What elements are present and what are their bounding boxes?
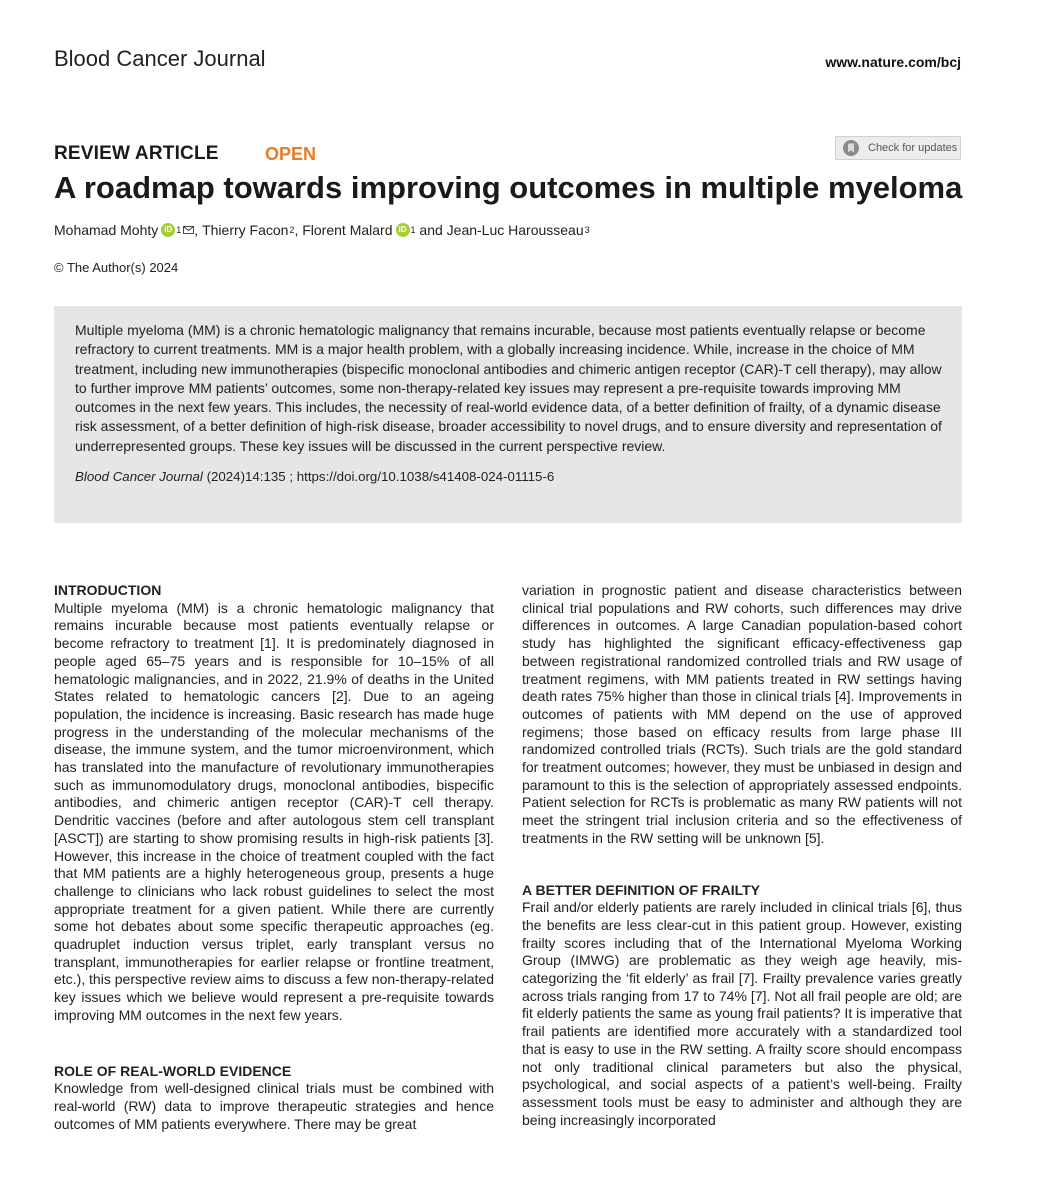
- author-name[interactable]: Florent Malard: [302, 222, 393, 238]
- author-name[interactable]: Mohamad Mohty: [54, 222, 159, 238]
- author-separator: ,: [194, 222, 203, 238]
- section-heading-introduction: INTRODUCTION: [54, 582, 162, 598]
- journal-name: Blood Cancer Journal: [54, 46, 266, 71]
- real-world-evidence-continued: variation in prognostic patient and disease characteristics between clinical trial populations and RW cohorts, such differences may drive differences in outcomes. A large Canadian population-based cohort study has highlighted the significant efficacy-effectiveness gap between registrational randomized controlled trials and RW usage of treatment regimens, with MM patients treated in RW settings having death rates 75% higher than those in clinical trials [4]. Improvements in outcomes of patients with MM depend on the use of approved regimens; those based on efficacy results from large phase III randomized controlled trials (RCTs). Such trials are the gold standard for treatment outcomes; however, they must be unbiased in design and paramount to this is the selection of appropriately assessed endpoints. Patient selection for RCTs is problematic as many RW patients will not meet the stringent trial inclusion criteria and so the effectiveness of treatments in the RW setting will be unknown [5].: [522, 582, 962, 846]
- abstract-text: Multiple myeloma (MM) is a chronic hematologic malignancy that remains incurable, because most patients eventually relapse or become refractory to current treatments. MM is a major health problem, with a globally increasing incidence. While, increase in the choice of MM treatment, including new immunotherapies (bispecific monoclonal antibodies and chimeric antigen receptor (CAR)-T cell therapy), may allow to further improve MM patients’ outcomes, some non-therapy-related key issues may represent a pre-requisite towards improving MM outcomes in the next few years. This includes, the necessity of real-world evidence data, of a better definition of frailty, of a dynamic disease risk assessment, of a better definition of high-risk disease, broader accessibility to novel drugs, and to ensure diversity and representation of underrepresented groups. These key issues will be discussed in the current perspective review.: [75, 322, 942, 454]
- copyright-notice: © The Author(s) 2024: [54, 260, 179, 275]
- bookmark-icon: [842, 139, 860, 157]
- author-list: [54, 222, 590, 238]
- affiliation-number: 1: [410, 225, 416, 235]
- affiliation-number: 3: [584, 225, 590, 235]
- article-type: REVIEW ARTICLE: [54, 143, 219, 164]
- right-column: [522, 582, 962, 1129]
- article-title: A roadmap towards improving outcomes in multiple myeloma: [54, 170, 963, 205]
- abstract-box: [54, 306, 962, 523]
- author-name[interactable]: Jean-Luc Harousseau: [446, 222, 584, 238]
- affiliation-number: 2: [289, 225, 295, 235]
- check-updates-label: Check for updates: [868, 142, 958, 154]
- journal-url[interactable]: www.nature.com/bcj: [825, 54, 961, 70]
- citation-journal: Blood Cancer Journal: [75, 469, 203, 485]
- author-separator: ,: [294, 222, 303, 238]
- author-separator: and: [415, 222, 447, 238]
- left-column: [54, 582, 494, 1133]
- real-world-evidence-text: Knowledge from well-designed clinical trials must be combined with real-world (RW) data to improve therapeutic strategies and hence outcomes of MM patients everywhere. There may be great: [54, 1080, 494, 1132]
- orcid-icon[interactable]: iD: [396, 223, 410, 237]
- author-name[interactable]: Thierry Facon: [202, 222, 289, 238]
- check-updates-button[interactable]: [835, 136, 961, 160]
- section-heading-real-world-evidence: ROLE OF REAL-WORLD EVIDENCE: [54, 1062, 292, 1079]
- orcid-icon[interactable]: iD: [161, 223, 175, 237]
- email-icon[interactable]: [183, 226, 194, 234]
- introduction-text: Multiple myeloma (MM) is a chronic hematologic malignancy that remains incurable because most patients eventually relapse or become refractory to treatment [1]. It is predominately diagnosed in people aged 65–75 years and is responsible for 10–15% of all hematologic malignancies, and in 2022, 21.9% of deaths in the United States related to hematologic cancers [2]. Due to an ageing population, the incidence is increasing. Basic research has made huge progress in the understanding of the molecular mechanisms of the disease, the immune system, and the tumor microenvironment, which has translated into the manufacture of revolutionary immunotherapies such as immunomodulatory drugs, monoclonal antibodies, bispecific antibodies, and chimeric antigen receptor (CAR)-T cell therapy. Dendritic vaccines (before and after autologous stem cell transplant [ASCT]) are starting to show promising results in high-risk patients [3]. However, this increase in the choice of treatment coupled with the fact that MM patients are a highly heterogeneous group, presents a huge challenge to clinicians who lack robust guidelines to select the most appropriate treatment for a given patient. While there are currently some hot debates about some specific therapeutic approaches (eg. quadruplet induction versus triplet, early transplant versus no transplant, immunotherapies for earlier relapse or frontline treatment, etc.), this perspective review aims to discuss a few non-therapy-related key issues which we believe would represent a pre-requisite towards improving MM outcomes in the next few years.: [54, 599, 494, 1023]
- frailty-text: Frail and/or elderly patients are rarely included in clinical trials [6], thus the benefits are less clear-cut in this patient group. However, existing frailty scores including that of the International Myeloma Working Group (IMWG) are problematic as they weigh age heavily, mis-categorizing the ‘fit elderly’ as frail [7]. Frailty prevalence varies greatly across trials ranging from 17 to 74% [7]. Not all frail people are old; are fit elderly patients the same as young frail patients? It is imperative that frail patients are identified more accurately with a standardized tool that is easy to use in the RW setting. A frailty score should encompass not only traditional clinical parameters but also the physical, psychological, and social aspects of a patient’s well-being. Frailty assessment tools must be easy to administer and although they are being increasingly incorporated: [522, 899, 962, 1128]
- open-access-label: OPEN: [265, 144, 317, 164]
- section-heading-frailty: A BETTER DEFINITION OF FRAILTY: [522, 881, 760, 898]
- citation-details[interactable]: (2024)14:135 ; https://doi.org/10.1038/s41408-024-01115-6: [202, 469, 555, 485]
- affiliation-number: 1: [176, 225, 182, 235]
- citation: [75, 467, 942, 486]
